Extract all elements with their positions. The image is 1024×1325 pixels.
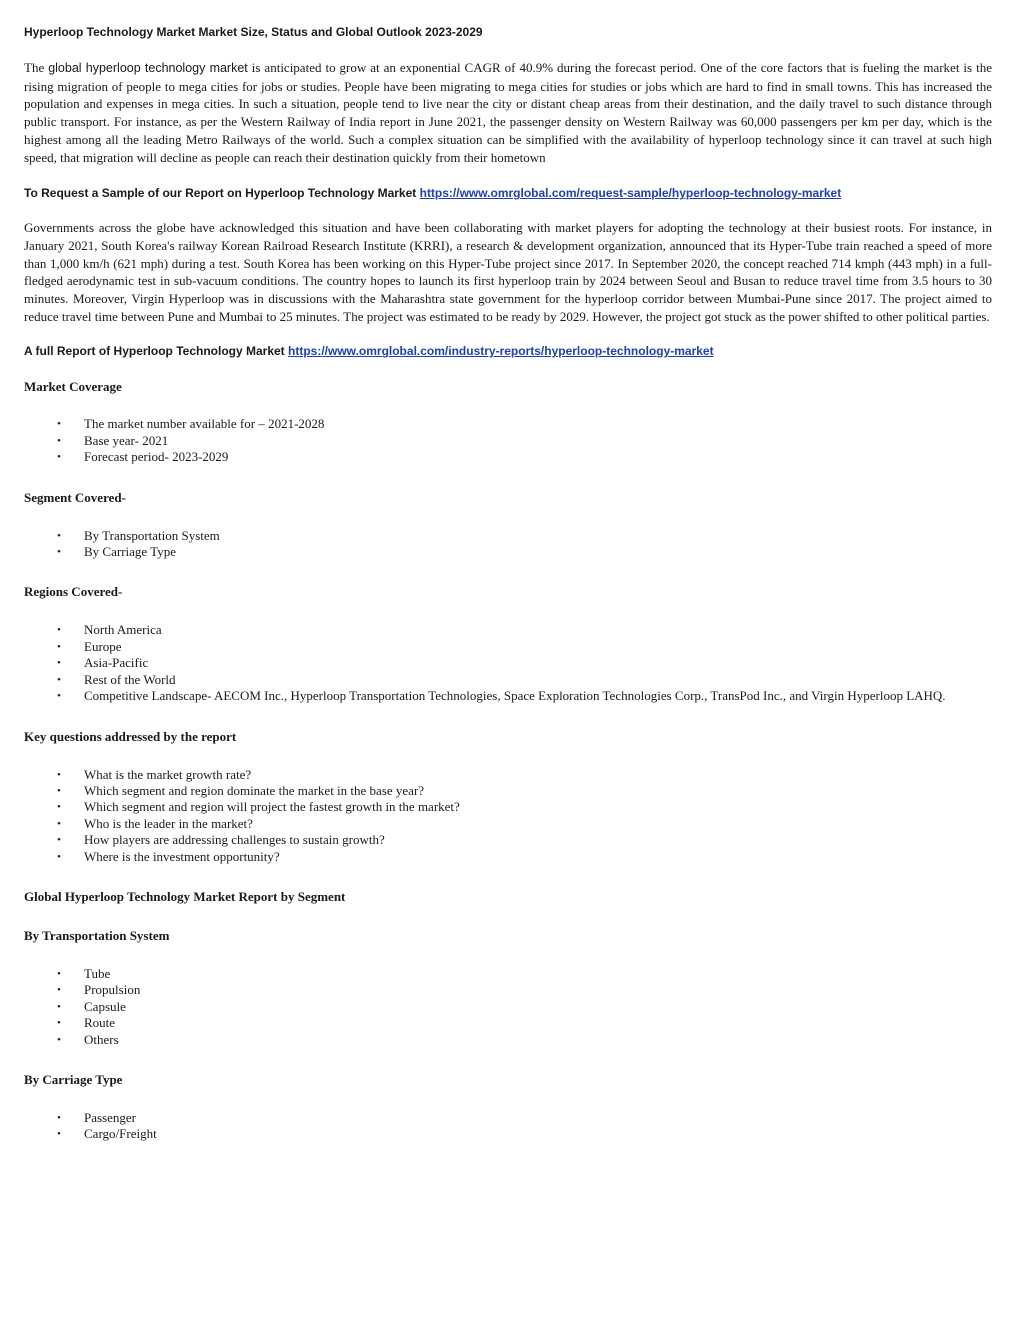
regions-covered-heading: Regions Covered- xyxy=(24,584,123,600)
list-item xyxy=(24,1015,992,1031)
list-item xyxy=(24,799,992,815)
list-item-text: Who is the leader in the market? xyxy=(84,815,253,831)
report-by-segment-heading: Global Hyperloop Technology Market Report by Segment xyxy=(24,888,346,904)
key-questions-heading: Key questions addressed by the report xyxy=(24,728,237,744)
full-report-line xyxy=(24,343,992,359)
list-item xyxy=(24,783,992,799)
governments-paragraph: Governments across the globe have acknowledged this situation and have been collaborating with market players for adopting the technology at their busiest roots. For instance, in January 2021, South Korea's railway Korean Railroad Research Institute (KRRI), a research & development organization, announced that its Hyper-Tube train reached a speed of more than 1,000 km/h (621 mph) during a test. South Korea has been working on this Hyper-Tube project since 2017. In September 2020, the concept reached 714 kmph (443 mph) in a full-fledged aerodynamic test in sub-vacuum conditions. The country hopes to launch its first hyperloop train by 2024 between Seoul and Busan to reduce travel time from 3.5 hours to 30 minutes. Moreover, Virgin Hyperloop was in discussions with the Maharashtra state government for the hyperloop corridor between Mumbai-Pune since 2017. The project aimed to reduce travel time between Pune and Mumbai to 25 minutes. The project was estimated to be ready by 2029. However, the project got stuck as the power shifted to other political parties. xyxy=(24,220,992,324)
sample-request-label: To Request a Sample of our Report on Hyperloop Technology Market xyxy=(24,186,420,201)
list-item-text: Others xyxy=(84,1031,119,1047)
full-report-link[interactable]: https://www.omrglobal.com/industry-reports/hyperloop-technology-market xyxy=(288,344,714,359)
full-report-label: A full Report of Hyperloop Technology Market xyxy=(24,344,289,359)
list-item xyxy=(24,433,992,449)
sample-request-line xyxy=(24,185,992,201)
intro-rest: is anticipated to grow at an exponential CAGR of 40.9% during the forecast period. One of the core factors that is fueling the market is the rising migration of people to mega cities for jobs or studies. People have been migrating to mega cities for studies or jobs which are hard to find in small towns. This has increased the population and expenses in mega cities. In such a situation, people tend to live near the city or distant cheap areas from their destination, and the daily travel to such distance through public transport. For instance, as per the Western Railway of India report in June 2021, the passenger density on Western Railway was 60,000 passengers per km per day, which is the highest among all the leading Metro Railways of the world. Such a complex situation can be simplified with the availability of hyperloop technology since it can travel at such high speed, that migration will decline as people can reach their destination quickly from their hometown xyxy=(24,60,992,165)
bullet-icon: • xyxy=(57,690,61,703)
list-item xyxy=(24,528,992,544)
list-item xyxy=(24,1110,992,1126)
list-item xyxy=(24,832,992,848)
carriage-type-list xyxy=(24,1110,992,1143)
list-item-text: Competitive Landscape- AECOM Inc., Hyperloop Transportation Technologies, Space Exploration Technologies Corp., TransPod Inc., and Virgin Hyperloop LAHQ. xyxy=(84,688,946,704)
bullet-icon: • xyxy=(57,1000,61,1013)
list-item-text: Where is the investment opportunity? xyxy=(84,848,280,864)
transportation-system-list xyxy=(24,966,992,1048)
bullet-icon: • xyxy=(57,1111,61,1124)
list-item xyxy=(24,655,992,671)
bullet-icon: • xyxy=(57,834,61,847)
market-coverage-heading: Market Coverage xyxy=(24,379,122,395)
bullet-icon: • xyxy=(57,546,61,559)
list-item-text: What is the market growth rate? xyxy=(84,766,252,782)
list-item-text: Asia-Pacific xyxy=(84,655,149,671)
list-item-text: North America xyxy=(84,622,162,638)
list-item-text: Which segment and region dominate the market in the base year? xyxy=(84,782,425,798)
bullet-icon: • xyxy=(57,850,61,863)
list-item-text: Europe xyxy=(84,638,122,654)
list-item xyxy=(24,639,992,655)
list-item xyxy=(24,982,992,998)
list-item xyxy=(24,849,992,865)
bullet-icon: • xyxy=(57,657,61,670)
bullet-icon: • xyxy=(57,434,61,447)
list-item-text: Base year- 2021 xyxy=(84,432,169,448)
segment-covered-list xyxy=(24,528,992,561)
bullet-icon: • xyxy=(57,1128,61,1141)
list-item xyxy=(24,816,992,832)
bullet-icon: • xyxy=(57,1017,61,1030)
list-item xyxy=(24,966,992,982)
list-item-text: By Carriage Type xyxy=(84,544,176,560)
list-item-text: Propulsion xyxy=(84,982,141,998)
bullet-icon: • xyxy=(57,640,61,653)
bullet-icon: • xyxy=(57,529,61,542)
list-item-text: The market number available for – 2021-2028 xyxy=(84,416,325,432)
bullet-icon: • xyxy=(57,451,61,464)
list-item xyxy=(24,672,992,688)
list-item-text: Which segment and region will project the fastest growth in the market? xyxy=(84,799,460,815)
list-item xyxy=(24,544,992,560)
bullet-icon: • xyxy=(57,784,61,797)
list-item xyxy=(24,1032,992,1048)
intro-prefix: The xyxy=(24,60,49,75)
bullet-icon: • xyxy=(57,768,61,781)
bullet-icon: • xyxy=(57,817,61,830)
bullet-icon: • xyxy=(57,801,61,814)
list-item-text: By Transportation System xyxy=(84,527,220,543)
list-item-text: Capsule xyxy=(84,998,126,1014)
key-questions-list xyxy=(24,767,992,865)
regions-covered-list xyxy=(24,622,992,704)
list-item xyxy=(24,622,992,638)
list-item xyxy=(24,688,992,704)
bullet-icon: • xyxy=(57,673,61,686)
list-item-text: Tube xyxy=(84,965,111,981)
carriage-type-heading: By Carriage Type xyxy=(24,1071,123,1087)
document-page xyxy=(24,24,992,1143)
bullet-icon: • xyxy=(57,418,61,431)
intro-paragraph xyxy=(24,59,992,166)
list-item xyxy=(24,416,992,432)
list-item-text: Rest of the World xyxy=(84,671,176,687)
list-item-text: Passenger xyxy=(84,1109,136,1125)
list-item-text: Route xyxy=(84,1015,116,1031)
list-item-text: How players are addressing challenges to sustain growth? xyxy=(84,832,385,848)
list-item xyxy=(24,999,992,1015)
list-item xyxy=(24,449,992,465)
bullet-icon: • xyxy=(57,984,61,997)
list-item xyxy=(24,767,992,783)
sample-request-link[interactable]: https://www.omrglobal.com/request-sample/hyperloop-technology-market xyxy=(419,186,842,201)
list-item xyxy=(24,1126,992,1142)
list-item-text: Cargo/Freight xyxy=(84,1126,157,1142)
bullet-icon: • xyxy=(57,967,61,980)
intro-link-text: global hyperloop technology market xyxy=(48,61,248,75)
market-coverage-list xyxy=(24,416,992,465)
bullet-icon: • xyxy=(57,624,61,637)
segment-covered-heading: Segment Covered- xyxy=(24,489,126,505)
page-title: Hyperloop Technology Market Market Size, Status and Global Outlook 2023-2029 xyxy=(24,25,483,39)
bullet-icon: • xyxy=(57,1033,61,1046)
list-item-text: Forecast period- 2023-2029 xyxy=(84,449,229,465)
transportation-system-heading: By Transportation System xyxy=(24,927,170,943)
